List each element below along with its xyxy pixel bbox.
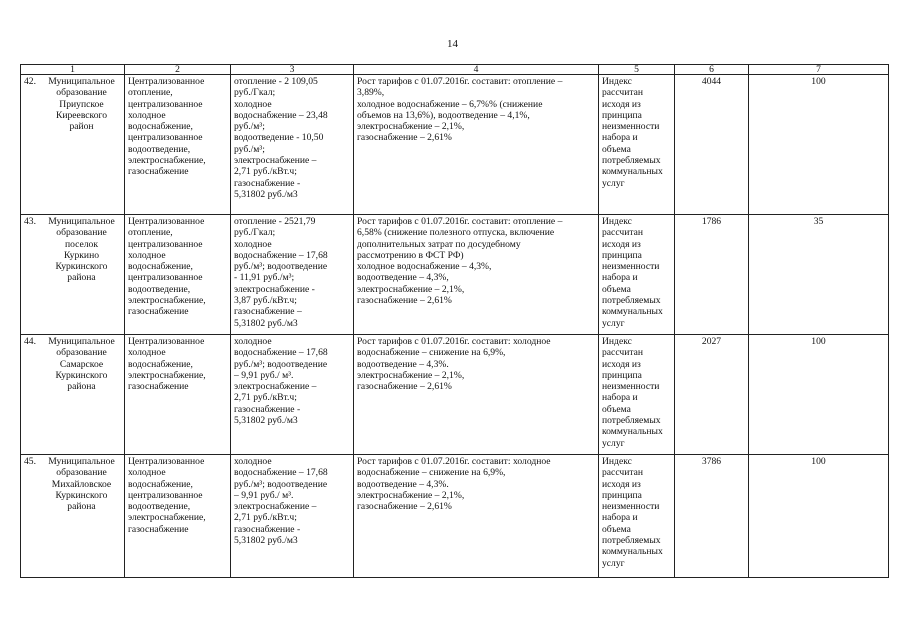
growth-cell: Рост тарифов с 01.07.2016г. составит: холодное водоснабжение – снижение на 6,9%, водоотведение – 4,3%. электроснабжение – 2,1%, газоснабжение – 2,61% bbox=[354, 455, 599, 578]
col6-cell: 2027 bbox=[675, 335, 749, 455]
municipality-cell bbox=[21, 75, 125, 215]
tariff-table bbox=[20, 64, 889, 578]
index-cell: Индекс рассчитан исходя из принципа неизменности набора и объема потребляемых коммунальных услуг bbox=[599, 75, 675, 215]
municipality-cell bbox=[21, 335, 125, 455]
services-cell: Централизованное холодное водоснабжение, электроснабжение, газоснабжение bbox=[125, 335, 231, 455]
header-col-2: 2 bbox=[125, 65, 231, 75]
col7-cell: 100 bbox=[749, 455, 889, 578]
services-cell: Централизованное отопление, централизованное холодное водоснабжение, централизованное водоотведение, электроснабжение, газоснабжение bbox=[125, 75, 231, 215]
col7-cell: 100 bbox=[749, 75, 889, 215]
header-col-3: 3 bbox=[231, 65, 354, 75]
table-row bbox=[21, 75, 889, 215]
growth-cell: Рост тарифов с 01.07.2016г. составит: отопление – 3,89%, холодное водоснабжение – 6,7%% (снижение объемов на 13,6%), водоотведение – 4,1%, электроснабжение – 2,1%, газоснабжение – 2,61% bbox=[354, 75, 599, 215]
tariffs-cell: холодное водоснабжение – 17,68 руб./м³; водоотведение – 9,91 руб./ м³. электроснабжение – 2,71 руб./кВт.ч; газоснабжение - 5,31802 руб./м3 bbox=[231, 335, 354, 455]
services-cell: Централизованное холодное водоснабжение, централизованное водоотведение, электроснабжение, газоснабжение bbox=[125, 455, 231, 578]
col6-cell: 4044 bbox=[675, 75, 749, 215]
table-row bbox=[21, 215, 889, 335]
row-number: 43. bbox=[24, 216, 36, 227]
tariffs-cell: отопление - 2 109,05 руб./Гкал; холодное водоснабжение – 23,48 руб./м³; водоотведение - 10,50 руб./м³; электроснабжение – 2,71 руб./кВт.ч; газоснабжение - 5,31802 руб./м3 bbox=[231, 75, 354, 215]
index-cell: Индекс рассчитан исходя из принципа неизменности набора и объема потребляемых коммунальных услуг bbox=[599, 215, 675, 335]
growth-cell: Рост тарифов с 01.07.2016г. составит: отопление – 6,58% (снижение полезного отпуска, включение дополнительных затрат по досудебному рассмотрению в ФСТ РФ) холодное водоснабжение – 4,3%, водоотведение – 4,3%, электроснабжение – 2,1%, газоснабжение – 2,61% bbox=[354, 215, 599, 335]
col6-cell: 3786 bbox=[675, 455, 749, 578]
municipality-name: Муниципальное образование поселок Куркино Куркинского района bbox=[48, 216, 115, 284]
index-cell: Индекс рассчитан исходя из принципа неизменности набора и объема потребляемых коммунальных услуг bbox=[599, 335, 675, 455]
table-header bbox=[21, 65, 889, 75]
table-row bbox=[21, 335, 889, 455]
index-cell: Индекс рассчитан исходя из принципа неизменности набора и объема потребляемых коммунальных услуг bbox=[599, 455, 675, 578]
services-cell: Централизованное отопление, централизованное холодное водоснабжение, централизованное водоотведение, электроснабжение, газоснабжение bbox=[125, 215, 231, 335]
growth-cell: Рост тарифов с 01.07.2016г. составит: холодное водоснабжение – снижение на 6,9%, водоотведение – 4,3%. электроснабжение – 2,1%, газоснабжение – 2,61% bbox=[354, 335, 599, 455]
header-col-5: 5 bbox=[599, 65, 675, 75]
header-col-6: 6 bbox=[675, 65, 749, 75]
header-col-7: 7 bbox=[749, 65, 889, 75]
page-number: 14 bbox=[447, 38, 458, 50]
municipality-cell bbox=[21, 455, 125, 578]
tariffs-cell: холодное водоснабжение – 17,68 руб./м³; водоотведение – 9,91 руб./ м³. электроснабжение – 2,71 руб./кВт.ч; газоснабжение - 5,31802 руб./м3 bbox=[231, 455, 354, 578]
header-col-4: 4 bbox=[354, 65, 599, 75]
tariffs-cell: отопление - 2521,79 руб./Гкал; холодное водоснабжение – 17,68 руб./м³; водоотведение - 11,91 руб./м³; электроснабжение - 3,87 руб./кВт.ч; газоснабжение – 5,31802 руб./м3 bbox=[231, 215, 354, 335]
col7-cell: 100 bbox=[749, 335, 889, 455]
municipality-name: Муниципальное образование Михайловское Куркинского района bbox=[48, 456, 115, 513]
municipality-name: Муниципальное образование Самарское Куркинского района bbox=[48, 336, 115, 393]
table-row bbox=[21, 455, 889, 578]
row-number: 44. bbox=[24, 336, 36, 347]
municipality-cell bbox=[21, 215, 125, 335]
col6-cell: 1786 bbox=[675, 215, 749, 335]
row-number: 42. bbox=[24, 76, 36, 87]
col7-cell: 35 bbox=[749, 215, 889, 335]
municipality-name: Муниципальное образование Приупское Киреевского район bbox=[48, 76, 115, 133]
row-number: 45. bbox=[24, 456, 36, 467]
header-col-1: 1 bbox=[21, 65, 125, 75]
